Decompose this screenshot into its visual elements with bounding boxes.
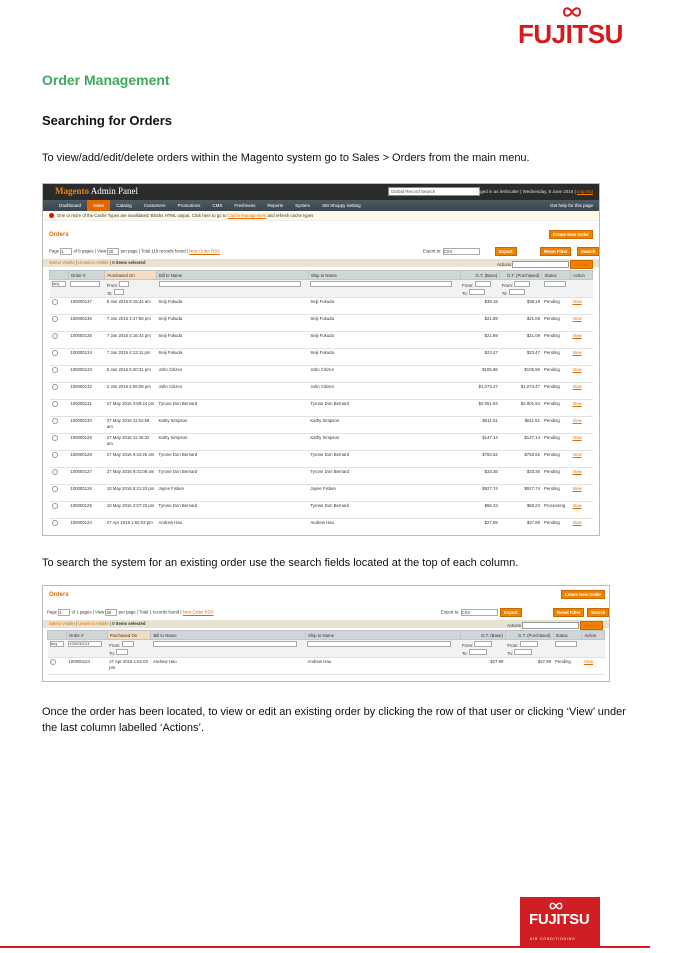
reset-filter-button[interactable]: Reset Filter xyxy=(540,247,571,256)
table-cell: 27 May 2016 9:31:08 am xyxy=(105,468,157,485)
col-gt-base-2[interactable]: G.T. (Base) xyxy=(460,631,505,640)
rss-link[interactable]: New Order RSS xyxy=(189,248,220,254)
table-cell: 7 Jan 2016 4:17:56 pm xyxy=(105,315,157,332)
table-row[interactable] xyxy=(50,519,593,536)
col-ship-to[interactable]: Ship to Name xyxy=(308,271,460,280)
table-cell: Pending xyxy=(542,349,570,366)
intro-paragraph: To view/add/edit/delete orders within the Magento system go to Sales > Orders from the main menu. xyxy=(42,152,530,164)
view-link[interactable]: View xyxy=(572,520,582,525)
table-cell: Seiji Fukuda xyxy=(308,298,460,315)
view-link[interactable]: View xyxy=(572,486,582,491)
table-cell: $1,073.47 xyxy=(500,383,542,400)
ship-to-filter[interactable] xyxy=(310,281,452,287)
table-cell: 100000137 xyxy=(68,298,104,315)
table-cell: 27 May 2016 9:42:26 am xyxy=(105,451,157,468)
status-filter[interactable] xyxy=(544,281,566,287)
actions-select[interactable] xyxy=(512,261,569,268)
export-format-select[interactable]: CSV xyxy=(443,248,480,255)
col-status[interactable]: Status xyxy=(542,271,570,280)
logout-link[interactable]: Log Out xyxy=(576,189,593,194)
nav-reports[interactable]: Reports xyxy=(267,203,284,208)
table-cell: $611.51 xyxy=(460,417,500,434)
table-cell: $23.47 xyxy=(500,349,542,366)
table-cell: Tyrone Don Bernard xyxy=(157,451,309,468)
table-cell: Andrew Hao xyxy=(157,519,309,536)
export-button[interactable]: Export xyxy=(495,247,517,256)
row-checkbox[interactable] xyxy=(52,384,58,390)
col-action-2: Action xyxy=(582,631,605,640)
table-cell: $21.89 xyxy=(460,332,500,349)
col-purchased-on[interactable]: Purchased On xyxy=(105,271,157,280)
main-nav xyxy=(43,200,599,211)
col-bill-to[interactable]: Bill to Name xyxy=(157,271,309,280)
table-cell: Kathy Simpson xyxy=(308,417,460,434)
page-input-2[interactable]: 1 xyxy=(58,609,70,616)
table-cell: 100000136 xyxy=(68,315,104,332)
table-cell: 100000132 xyxy=(68,383,104,400)
table-cell: $21.08 xyxy=(500,315,542,332)
table-cell: 27 May 2016 11:51:59 am xyxy=(105,417,157,434)
col-order-2[interactable]: Order # xyxy=(66,631,107,640)
view-link[interactable]: View xyxy=(583,659,594,664)
table-cell: 5 Jan 2016 5:30:31 pm xyxy=(105,366,157,383)
table-cell: $38.18 xyxy=(500,298,542,315)
per-page-select[interactable]: 20 xyxy=(107,248,119,255)
table-row[interactable] xyxy=(50,468,593,485)
table-cell: John Citizen xyxy=(308,383,460,400)
table-cell: Tyrone Don Bernard xyxy=(157,468,309,485)
view-link[interactable]: View xyxy=(572,469,582,474)
date-from-input-2[interactable] xyxy=(122,641,134,647)
view-link[interactable]: View xyxy=(572,452,582,457)
table-row[interactable] xyxy=(50,502,593,519)
error-icon xyxy=(49,213,54,218)
gt-base-to-2[interactable] xyxy=(469,649,487,655)
row-checkbox[interactable] xyxy=(52,299,58,305)
table-cell: $21.09 xyxy=(500,332,542,349)
orders-title: Orders xyxy=(49,232,69,238)
table-cell: Kathy Simpson xyxy=(308,434,460,451)
col-gt-base[interactable]: G.T. (Base) xyxy=(460,271,500,280)
search-paragraph: To search the system for an existing order use the search fields located at the top of each column. xyxy=(42,557,519,569)
nav-cms[interactable]: CMS xyxy=(212,203,223,208)
table-cell: Tyrone Don Bernard xyxy=(308,451,460,468)
row-checkbox[interactable] xyxy=(52,316,58,322)
table-row[interactable] xyxy=(50,434,593,451)
table-cell: 7 Jan 2016 4:13:11 pm xyxy=(105,349,157,366)
export-controls: Export to: CSV xyxy=(423,248,480,255)
select-visible-link-2[interactable]: Select Visible xyxy=(49,621,75,626)
table-cell: Jayne Fisben xyxy=(157,485,309,502)
table-cell: John Citizen xyxy=(157,366,309,383)
table-cell: 100000130 xyxy=(68,417,104,434)
table-cell: Pending xyxy=(542,519,570,536)
gt-purchased-from[interactable] xyxy=(514,281,530,287)
table-cell: 100000131 xyxy=(68,400,104,417)
view-link[interactable]: View xyxy=(572,401,582,406)
table-cell: 27 Apr 2016 1:62:03 pm xyxy=(105,519,157,536)
table-cell: $27.89 xyxy=(500,519,542,536)
gt-purchased-to-2[interactable] xyxy=(514,649,532,655)
table-cell: $927.74 xyxy=(500,485,542,502)
table-cell: Pending xyxy=(542,366,570,383)
mass-action-bar: Select Visible | Unselect Visible | 0 items selected Actions Submit xyxy=(43,259,599,267)
table-cell: Pending xyxy=(542,383,570,400)
table-cell: Tyrone Don Bernard xyxy=(308,502,460,519)
nav-promotions[interactable]: Promotions xyxy=(177,203,201,208)
orders-grid-screenshot xyxy=(42,183,600,536)
table-cell: John Citizen xyxy=(308,366,460,383)
fujitsu-logo-top xyxy=(518,5,628,49)
create-new-order-button-2[interactable]: Create New Order xyxy=(561,590,605,599)
nav-catalog[interactable]: Catalog xyxy=(116,203,132,208)
row-checkbox[interactable] xyxy=(52,350,58,356)
table-cell: $66.23 xyxy=(500,502,542,519)
table-row[interactable] xyxy=(50,383,593,400)
date-from-input[interactable] xyxy=(119,281,129,287)
col-ship-to-2[interactable]: Ship to Name xyxy=(305,631,460,640)
table-cell: 100000129 xyxy=(68,434,104,451)
table-row[interactable] xyxy=(50,315,593,332)
row-checkbox[interactable] xyxy=(52,418,58,424)
export-button-2[interactable]: Export xyxy=(500,608,522,617)
table-cell: 27 May 2016 3:59:24 pm xyxy=(105,400,157,417)
view-link[interactable]: View xyxy=(572,316,582,321)
table-row[interactable] xyxy=(50,366,593,383)
col-bill-to-2[interactable]: Bill to Name xyxy=(151,631,306,640)
brand-wordmark: FUJITSU xyxy=(518,19,623,49)
table-cell: 10 May 2016 2:07:23 pm xyxy=(105,502,157,519)
page-input[interactable]: 1 xyxy=(60,248,72,255)
section-heading: Searching for Orders xyxy=(42,113,173,128)
table-cell: Seiji Fukuda xyxy=(308,349,460,366)
nav-dashboard[interactable]: Dashboard xyxy=(59,203,82,208)
col-purchased-on-2[interactable]: Purchased On xyxy=(107,631,151,640)
actions-select-2[interactable] xyxy=(522,622,579,629)
brand-tagline: AIR CONDITIONING xyxy=(530,937,576,941)
row-checkbox[interactable] xyxy=(52,333,58,339)
gt-purchased-from-2[interactable] xyxy=(520,641,538,647)
table-row[interactable] xyxy=(50,400,593,417)
table-cell: $105.96 xyxy=(460,366,500,383)
table-cell: 2 Jan 2016 4:06:05 pm xyxy=(105,383,157,400)
col-gt-purchased-2[interactable]: G.T. (Purchased) xyxy=(505,631,553,640)
table-cell: $927.74 xyxy=(460,485,500,502)
table-cell: Pending xyxy=(542,400,570,417)
filter-row: Any From: To: From: To: From: To: xyxy=(50,280,593,298)
gt-base-to[interactable] xyxy=(469,289,485,295)
cache-message: One or more of the Cache Types are invalidated: Blocks HTML output. Click here to go to Cache Management and refresh cache types xyxy=(43,211,599,221)
table-cell: Pending xyxy=(542,451,570,468)
submit-button[interactable]: Submit xyxy=(570,260,593,269)
table-row[interactable] xyxy=(50,349,593,366)
table-cell: Pending xyxy=(542,417,570,434)
footer-rule xyxy=(0,946,650,948)
gt-base-from-2[interactable] xyxy=(474,641,492,647)
table-cell: 100000126 xyxy=(68,485,104,502)
select-visible-link[interactable]: Select Visible xyxy=(49,260,75,265)
table-cell: $783.52 xyxy=(500,451,542,468)
orders-title-2: Orders xyxy=(49,592,69,598)
table-row[interactable] xyxy=(50,332,593,349)
any-select-2[interactable]: Any xyxy=(50,641,64,647)
export-format-select-2[interactable]: CSV xyxy=(461,609,498,616)
table-cell: Pending xyxy=(542,468,570,485)
submit-button-2[interactable]: Submit xyxy=(580,621,603,630)
filtered-orders-screenshot xyxy=(42,585,610,682)
table-cell: $105.96 xyxy=(500,366,542,383)
admin-header xyxy=(43,184,599,200)
table-cell: $147.14 xyxy=(500,434,542,451)
order-filter-2[interactable]: 100000124 xyxy=(68,641,102,647)
col-status-2[interactable]: Status xyxy=(553,631,582,640)
table-cell: Seiji Fukuda xyxy=(157,298,309,315)
date-to-input-2[interactable] xyxy=(116,649,128,655)
view-link[interactable]: View xyxy=(572,333,582,338)
table-cell: Pending xyxy=(542,332,570,349)
export-controls-2: Export to: CSV xyxy=(441,609,498,616)
create-new-order-button[interactable]: Create New Order xyxy=(549,230,593,239)
view-link[interactable]: View xyxy=(572,418,582,423)
table-cell: Seiji Fukuda xyxy=(308,332,460,349)
page-heading: Order Management xyxy=(42,72,170,88)
nav-customers[interactable]: Customers xyxy=(143,203,166,208)
row-checkbox[interactable] xyxy=(52,401,58,407)
filter-row-2: Any 100000124 From: To: From: To: From: To: xyxy=(48,640,605,658)
infinity-mark-icon xyxy=(561,5,583,19)
table-row[interactable] xyxy=(50,417,593,434)
orders-table-2 xyxy=(47,630,605,675)
table-cell: Processing xyxy=(542,502,570,519)
view-link[interactable]: View xyxy=(572,384,582,389)
row-checkbox[interactable] xyxy=(52,469,58,475)
table-cell: Seiji Fukuda xyxy=(157,349,309,366)
table-cell: $23.47 xyxy=(460,349,500,366)
table-cell: $147.14 xyxy=(460,434,500,451)
global-search-input[interactable]: Global Record Search xyxy=(388,187,480,196)
table-cell: $33.36 xyxy=(500,468,542,485)
table-cell: Kathy Simpson xyxy=(157,434,309,451)
date-to-input[interactable] xyxy=(114,289,124,295)
col-order[interactable]: Order # xyxy=(68,271,104,280)
mass-action-bar-2: Select Visible | Unselect Visible | 0 items selected Actions Submit xyxy=(43,620,609,628)
col-gt-purchased[interactable]: G.T. (Purchased) xyxy=(500,271,542,280)
row-checkbox[interactable] xyxy=(52,486,58,492)
table-cell: Tyrone Don Bernard xyxy=(157,400,309,417)
table-cell: John Citizen xyxy=(157,383,309,400)
table-cell: 27 May 2016 11:40:32 am xyxy=(105,434,157,451)
table-cell: $1,073.47 xyxy=(460,383,500,400)
view-link[interactable]: View xyxy=(572,367,582,372)
any-select[interactable]: Any xyxy=(52,281,66,287)
row-checkbox[interactable] xyxy=(52,435,58,441)
table-row[interactable]: 100000124 27 Apr 2016 1:62:03 pm Andrew Hao Andrew Hao $27.89 $27.89 Pending View xyxy=(48,658,605,675)
fujitsu-logo-bottom xyxy=(520,897,600,947)
unselect-visible-link-2[interactable]: Unselect Visible xyxy=(78,621,109,626)
table-cell: Tyrone Don Bernard xyxy=(157,502,309,519)
table-cell: 100000133 xyxy=(68,366,104,383)
table-cell: $33.36 xyxy=(460,468,500,485)
table-cell: 100000124 xyxy=(68,519,104,536)
table-cell: Andrew Hao xyxy=(308,519,460,536)
table-row[interactable] xyxy=(50,451,593,468)
reset-filter-button-2[interactable]: Reset Filter xyxy=(553,608,584,617)
nav-freshness[interactable]: Freshness xyxy=(234,203,256,208)
table-cell: $66.23 xyxy=(460,502,500,519)
pager-2: Page 1 of 1 pages | View 20 per page | Total 1 records found | New Order RSS xyxy=(47,609,214,615)
table-cell: Pending xyxy=(542,315,570,332)
table-cell: Tyrone Don Bernard xyxy=(308,468,460,485)
row-checkbox[interactable] xyxy=(52,452,58,458)
order-filter[interactable] xyxy=(70,281,100,287)
search-button[interactable]: Search xyxy=(577,247,599,256)
table-cell: $783.52 xyxy=(460,451,500,468)
table-cell: Pending xyxy=(542,434,570,451)
cache-management-link[interactable]: Cache Management xyxy=(227,213,267,218)
row-checkbox[interactable] xyxy=(52,503,58,509)
ship-to-filter-2[interactable] xyxy=(307,641,451,647)
table-cell: $2,801.94 xyxy=(500,400,542,417)
brand-wordmark-bottom: FUJITSU xyxy=(529,911,590,928)
table-cell: Jayne Fisben xyxy=(308,485,460,502)
table-cell: $2,051.94 xyxy=(460,400,500,417)
table-cell: $21.89 xyxy=(460,315,500,332)
table-cell: 100000125 xyxy=(68,502,104,519)
help-link[interactable]: Get help for this page xyxy=(549,203,593,208)
table-cell: Seiji Fukuda xyxy=(157,315,309,332)
table-cell: Seiji Fukuda xyxy=(308,315,460,332)
view-link[interactable]: View xyxy=(572,350,582,355)
magento-logo: Magento Admin Panel xyxy=(55,186,138,196)
table-cell: 8 Jan 2016 9:15:44 am xyxy=(105,298,157,315)
row-checkbox[interactable] xyxy=(52,367,58,373)
table-cell: 100000135 xyxy=(68,332,104,349)
orders-table xyxy=(49,270,593,536)
nav-sales[interactable]: Sales xyxy=(87,200,110,211)
nav-sm-shoppy[interactable]: SM Shoppy Setting xyxy=(322,203,361,208)
table-cell: 100000134 xyxy=(68,349,104,366)
user-info: Logged in as leshcutler | Wednesday, 8 June 2016 | Log Out xyxy=(472,189,593,194)
view-link[interactable]: View xyxy=(572,435,582,440)
col-action: Action xyxy=(570,271,592,280)
table-cell: Pending xyxy=(542,485,570,502)
bill-to-filter[interactable] xyxy=(159,281,301,287)
table-cell: $611.51 xyxy=(500,417,542,434)
rss-link-2[interactable]: New Order RSS xyxy=(182,609,214,615)
final-paragraph: Once the order has been located, to view or edit an existing order by clicking the row of that user or clicking ‘View’ under the last column labelled ‘Actions’. xyxy=(42,706,626,734)
per-page-select-2[interactable]: 20 xyxy=(105,609,117,616)
table-row[interactable] xyxy=(50,298,593,315)
table-cell: 100000127 xyxy=(68,468,104,485)
unselect-visible-link[interactable]: Unselect Visible xyxy=(78,260,109,265)
table-cell: Pending xyxy=(542,298,570,315)
status-filter-2[interactable] xyxy=(555,641,577,647)
row-checkbox[interactable] xyxy=(52,520,58,526)
table-cell: Tyrone Don Bernard xyxy=(308,400,460,417)
table-cell: 100000128 xyxy=(68,451,104,468)
table-cell: Kathy Simpson xyxy=(157,417,309,434)
table-cell: 10 May 2016 5:21:43 pm xyxy=(105,485,157,502)
search-button-2[interactable]: Search xyxy=(587,608,609,617)
table-cell: Seiji Fukuda xyxy=(157,332,309,349)
row-checkbox[interactable] xyxy=(50,659,56,665)
nav-system[interactable]: System xyxy=(295,203,311,208)
table-cell: 7 Jan 2016 4:16:44 pm xyxy=(105,332,157,349)
infinity-mark-icon-bottom xyxy=(548,901,564,911)
view-link[interactable]: View xyxy=(572,299,582,304)
table-cell: $38.18 xyxy=(460,298,500,315)
table-cell: $27.89 xyxy=(460,519,500,536)
pager: Page 1 of 8 pages | View 20 per page | Total 118 records found | New Order RSS xyxy=(49,248,220,254)
table-row[interactable] xyxy=(50,485,593,502)
bill-to-filter-2[interactable] xyxy=(153,641,297,647)
gt-base-from[interactable] xyxy=(475,281,491,287)
view-link[interactable]: View xyxy=(572,503,582,508)
gt-purchased-to[interactable] xyxy=(509,289,525,295)
